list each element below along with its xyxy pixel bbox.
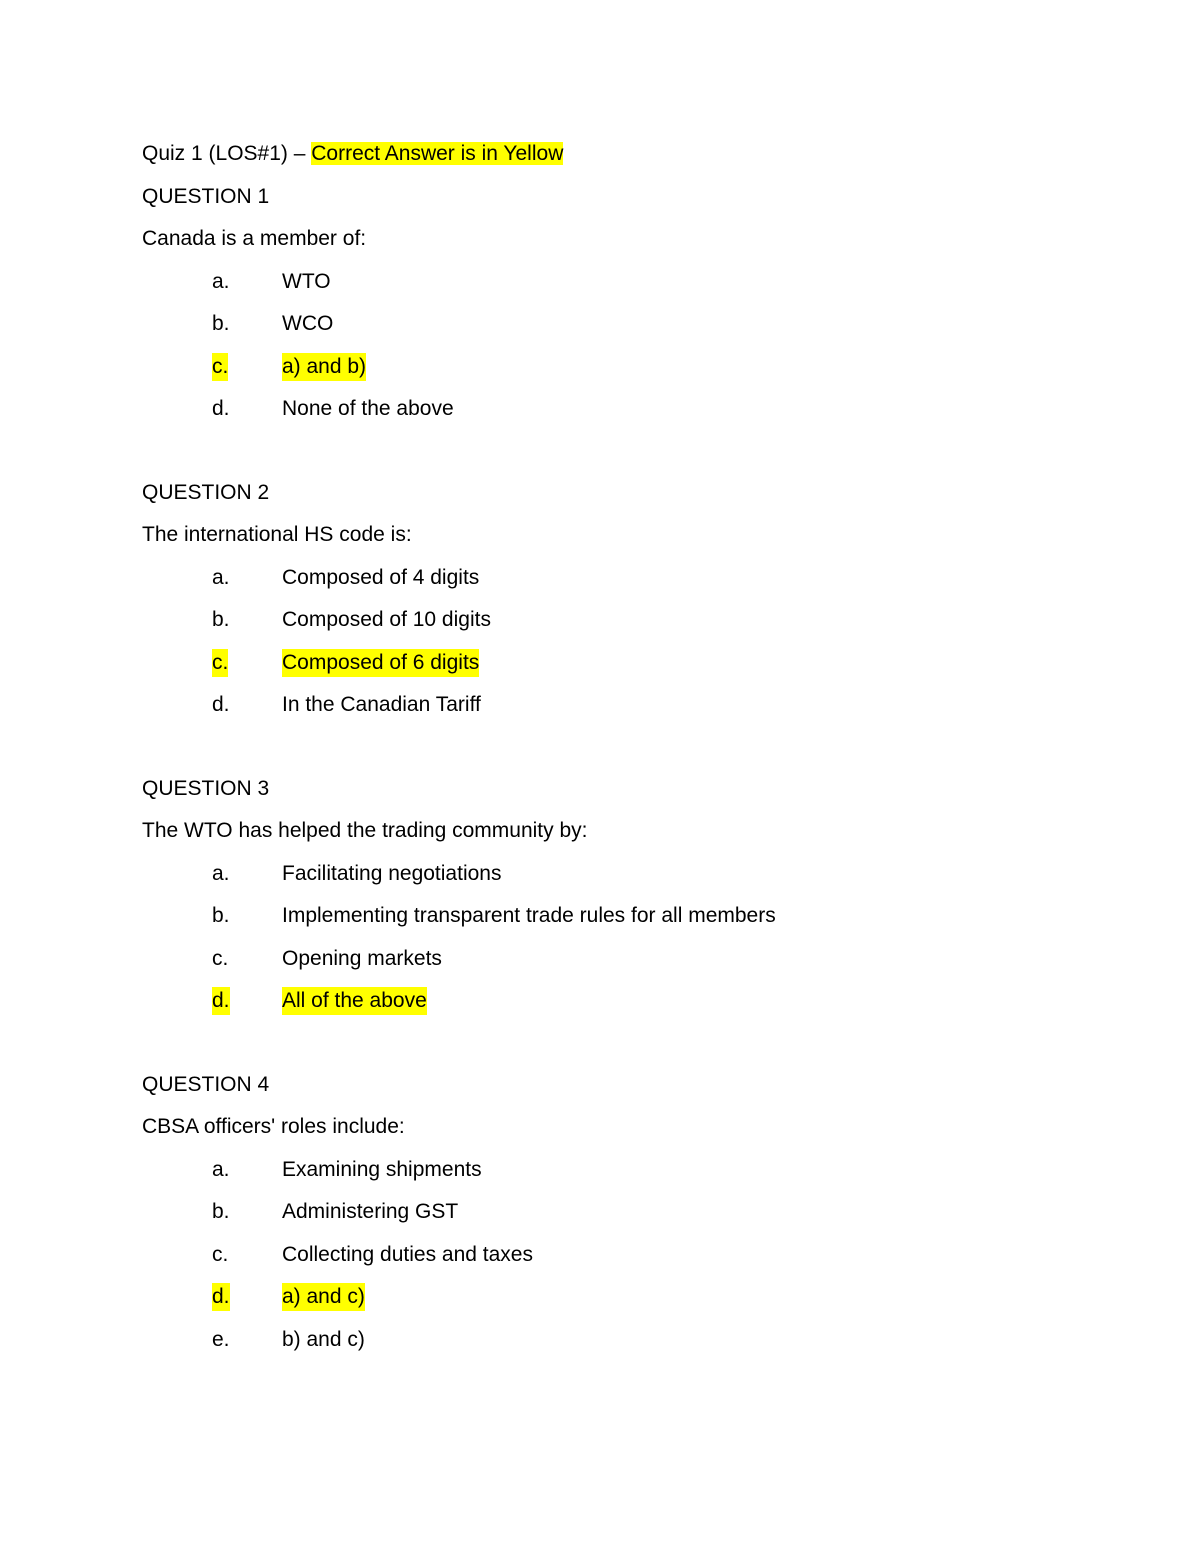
option-text: Opening markets (282, 946, 442, 970)
option-letter: b. (212, 904, 230, 927)
option-text: In the Canadian Tariff (282, 693, 481, 716)
option-letter: c. (212, 353, 228, 381)
quiz-title-highlight: Correct Answer is in Yellow (311, 142, 564, 165)
answer-option (142, 395, 1062, 438)
answer-option (142, 268, 1062, 311)
question-prompt: The international HS code is: (142, 523, 412, 546)
question-block (142, 479, 1062, 734)
option-text: Composed of 6 digits (282, 649, 479, 677)
option-text: a) and c) (282, 1283, 365, 1311)
quiz-title (142, 140, 1062, 183)
option-letter: a. (212, 1157, 230, 1181)
answer-option-correct (142, 353, 1062, 396)
option-letter: b. (212, 312, 230, 335)
option-letter: d. (212, 987, 230, 1015)
option-text: Composed of 4 digits (282, 565, 480, 589)
option-letter: a. (212, 861, 230, 885)
question-prompt: The WTO has helped the trading community by: (142, 819, 588, 842)
answer-option (142, 564, 1062, 607)
option-letter: a. (212, 565, 230, 589)
answer-option (142, 606, 1062, 649)
answer-option (142, 310, 1062, 353)
option-text: Examining shipments (282, 1157, 482, 1181)
question-block (142, 183, 1062, 438)
option-text: a) and b) (282, 353, 366, 381)
option-text: WTO (282, 269, 331, 293)
question-label: QUESTION 3 (142, 776, 270, 800)
option-text: b) and c) (282, 1327, 365, 1351)
option-letter: d. (212, 1283, 230, 1311)
quiz-title-prefix: Quiz 1 (LOS#1) – (142, 142, 312, 165)
answer-option (142, 860, 1062, 903)
question-list (142, 183, 1062, 1369)
answer-option (142, 945, 1062, 988)
option-text: Collecting duties and taxes (282, 1242, 533, 1266)
option-letter: a. (212, 269, 230, 293)
question-prompt: CBSA officers' roles include: (142, 1115, 405, 1138)
question-label: QUESTION 2 (142, 480, 270, 504)
answer-option (142, 1156, 1062, 1199)
answer-option (142, 902, 1062, 945)
document-page (142, 140, 1062, 1409)
option-letter: c. (212, 649, 228, 677)
answer-option (142, 1198, 1062, 1241)
answer-option (142, 1326, 1062, 1369)
answer-option-correct (142, 987, 1062, 1030)
answer-option-correct (142, 649, 1062, 692)
option-text: WCO (282, 312, 334, 335)
question-label: QUESTION 4 (142, 1072, 270, 1096)
option-letter: d. (212, 693, 230, 716)
option-text: Administering GST (282, 1200, 459, 1223)
question-block (142, 775, 1062, 1030)
option-text: Facilitating negotiations (282, 861, 502, 885)
option-letter: c. (212, 1242, 229, 1266)
option-letter: b. (212, 608, 230, 631)
question-block (142, 1071, 1062, 1369)
option-text: Composed of 10 digits (282, 608, 491, 631)
option-text: All of the above (282, 987, 427, 1015)
option-letter: b. (212, 1200, 230, 1223)
option-letter: c. (212, 946, 229, 970)
option-text: Implementing transparent trade rules for all members (282, 904, 776, 927)
answer-option (142, 1241, 1062, 1284)
answer-option-correct (142, 1283, 1062, 1326)
answer-option (142, 691, 1062, 734)
option-text: None of the above (282, 397, 454, 420)
option-letter: e. (212, 1327, 230, 1351)
question-label: QUESTION 1 (142, 184, 270, 208)
option-letter: d. (212, 397, 230, 420)
question-prompt: Canada is a member of: (142, 227, 367, 250)
